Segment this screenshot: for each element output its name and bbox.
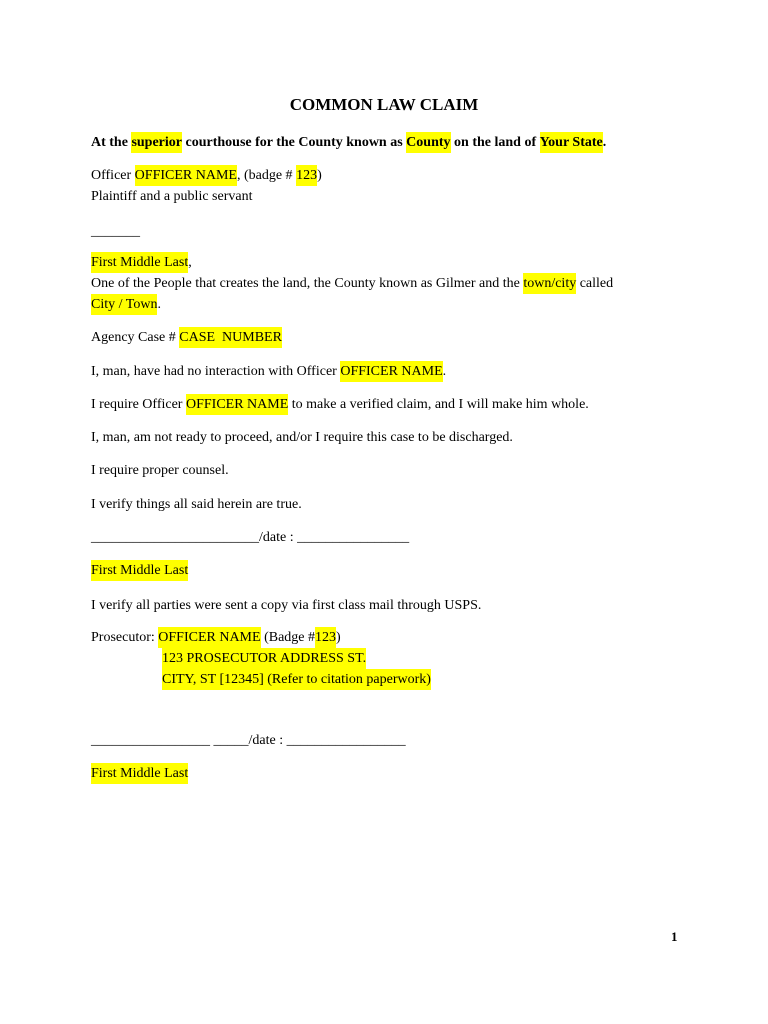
venue-text: on the land of <box>450 135 540 150</box>
signer-name-line-1 <box>91 560 188 581</box>
statement-text: I require Officer <box>91 397 186 412</box>
defendant-text: called <box>576 276 614 291</box>
county-field: County <box>406 132 450 153</box>
venue-line <box>91 132 606 153</box>
signature-line-1 <box>91 527 409 548</box>
plaintiff-text: , (badge # <box>236 168 297 183</box>
prosecutor-label: Prosecutor: <box>91 630 159 645</box>
plaintiff-role: Plaintiff and a public servant <box>91 189 253 204</box>
no-interaction-statement <box>91 361 446 382</box>
case-number-field: CASE NUMBER <box>179 327 282 348</box>
plaintiff-text: Officer <box>91 168 135 183</box>
officer-name-field: OFFICER NAME <box>186 394 288 415</box>
counsel-statement: I require proper counsel. <box>91 463 229 478</box>
badge-suffix: ) <box>336 630 341 645</box>
plaintiff-line <box>91 165 322 186</box>
page-number: 1 <box>671 929 678 944</box>
agency-case-line <box>91 327 282 348</box>
address-city-field: CITY, ST [12345] (Refer to citation paperwork) <box>162 669 431 690</box>
prosecutor-name-field: OFFICER NAME <box>158 627 260 648</box>
venue-text: . <box>602 135 607 150</box>
signer-name-line-2 <box>91 763 188 784</box>
signature-blank: ________________________ <box>91 530 259 545</box>
officer-name-field: OFFICER NAME <box>135 165 237 186</box>
signature-blank: _________________ <box>91 733 210 748</box>
not-ready-statement: I, man, am not ready to proceed, and/or I require this case to be discharged. <box>91 430 513 445</box>
separator-line: _______ <box>91 224 140 239</box>
defendant-name-field: First Middle Last <box>91 252 188 273</box>
statement-text: I, man, have had no interaction with Officer <box>91 364 341 379</box>
verification-statement: I verify things all said herein are true. <box>91 497 302 512</box>
defendant-text: . <box>157 297 161 312</box>
venue-text: At the <box>91 135 132 150</box>
date-blank: _________________ <box>286 733 406 748</box>
statement-text: to make a verified claim, and I will make him whole. <box>288 397 589 412</box>
prosecutor-address-line-1 <box>162 648 366 669</box>
signature-line-2 <box>91 730 406 751</box>
court-type-field: superior <box>131 132 182 153</box>
date-label: /date : <box>248 733 287 748</box>
defendant-name-suffix: , <box>188 255 192 270</box>
locality-name-field: City / Town <box>91 294 157 315</box>
verified-claim-statement <box>91 394 589 415</box>
signer-name-field: First Middle Last <box>91 560 188 581</box>
defendant-text: One of the People that creates the land, the County known as Gilmer and the <box>91 276 524 291</box>
locality-line <box>91 294 161 315</box>
signature-blank-short: _____ <box>210 733 249 748</box>
document-title: COMMON LAW CLAIM <box>289 95 479 114</box>
agency-case-label: Agency Case # <box>91 330 180 345</box>
prosecutor-address-line-2 <box>162 669 431 690</box>
defendant-name-line <box>91 252 192 273</box>
date-blank: ________________ <box>297 530 410 545</box>
state-field: Your State <box>540 132 603 153</box>
officer-name-field: OFFICER NAME <box>340 361 442 382</box>
plaintiff-text: ) <box>317 168 322 183</box>
date-label: /date : <box>259 530 298 545</box>
statement-text: . <box>442 364 447 379</box>
prosecutor-line <box>91 627 341 648</box>
signer-name-field: First Middle Last <box>91 763 188 784</box>
badge-prefix: (Badge # <box>260 630 315 645</box>
badge-number-field: 123 <box>315 627 336 648</box>
service-statement: I verify all parties were sent a copy via first class mail through USPS. <box>91 598 482 613</box>
address-street-field: 123 PROSECUTOR ADDRESS ST. <box>162 648 366 669</box>
locality-type-field: town/city <box>523 273 576 294</box>
defendant-description-line <box>91 273 613 294</box>
venue-text: courthouse for the County known as <box>182 135 407 150</box>
badge-number-field: 123 <box>296 165 317 186</box>
